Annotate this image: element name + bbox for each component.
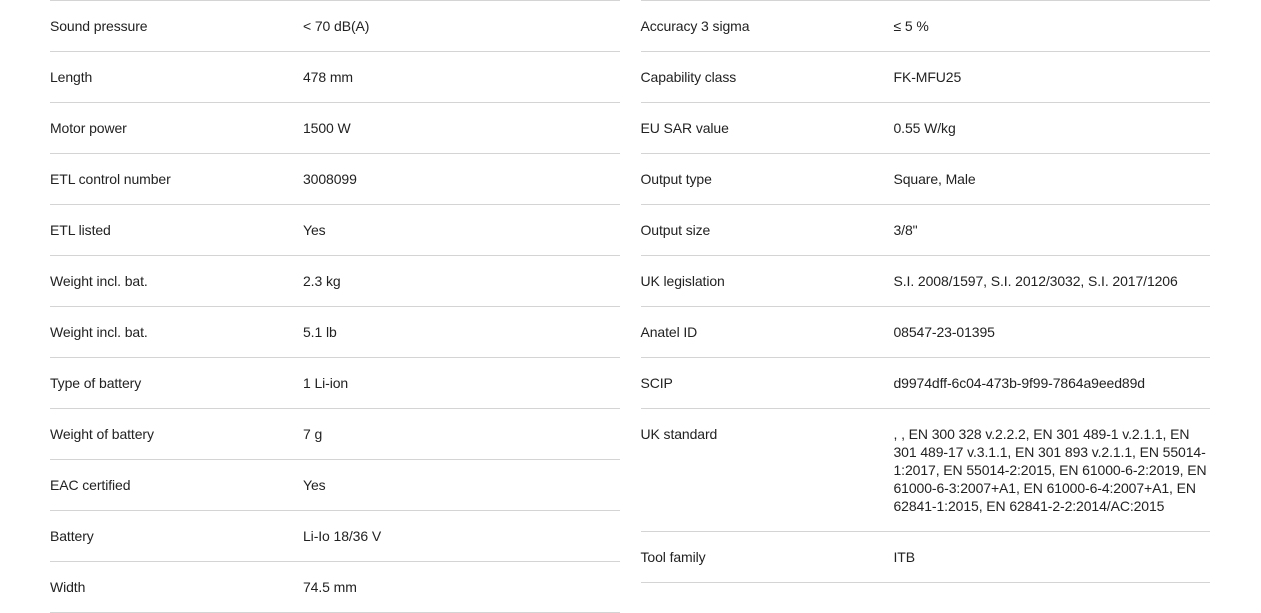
spec-label: Sound pressure (50, 18, 148, 34)
spec-label: UK legislation (640, 273, 725, 289)
spec-label: ETL control number (50, 171, 171, 187)
spec-value: Yes (303, 222, 326, 238)
spec-label: ETL listed (50, 222, 111, 238)
spec-label: Output size (640, 222, 711, 238)
spec-value: 0.55 W/kg (893, 120, 956, 136)
spec-row (641, 0, 1211, 51)
spec-label: UK standard (640, 426, 718, 442)
spec-row (641, 306, 1211, 357)
spec-value: d9974dff-6c04-473b-9f99-7864a9eed89d (893, 375, 1145, 391)
spec-row (50, 306, 620, 357)
spec-value: Square, Male (893, 171, 976, 187)
spec-label: EU SAR value (640, 120, 729, 136)
spec-label: Capability class (640, 69, 737, 85)
spec-label: Anatel ID (640, 324, 698, 340)
spec-row (50, 510, 620, 561)
spec-row (50, 204, 620, 255)
spec-row (641, 408, 1211, 531)
spec-label: Weight incl. bat. (50, 324, 148, 340)
spec-row (50, 0, 620, 51)
spec-row (641, 51, 1211, 102)
spec-row (50, 153, 620, 204)
spec-table-left (50, 0, 620, 613)
spec-label: Weight of battery (50, 426, 154, 442)
spec-value: 478 mm (303, 69, 353, 85)
spec-row (50, 102, 620, 153)
spec-value: Yes (303, 477, 326, 493)
spec-value: ≤ 5 % (893, 18, 929, 34)
spec-label: Type of battery (50, 375, 142, 391)
spec-row (50, 408, 620, 459)
spec-value: 08547-23-01395 (893, 324, 995, 340)
spec-label: Battery (50, 528, 94, 544)
spec-value: S.I. 2008/1597, S.I. 2012/3032, S.I. 2017/1206 (893, 273, 1178, 289)
spec-row (641, 153, 1211, 204)
spec-row (50, 357, 620, 408)
spec-value: 3008099 (303, 171, 357, 187)
spec-label: Accuracy 3 sigma (640, 18, 750, 34)
spec-label: Tool family (640, 549, 706, 565)
spec-value: 74.5 mm (303, 579, 357, 595)
spec-value: < 70 dB(A) (303, 18, 370, 34)
spec-row (50, 561, 620, 613)
spec-label: Motor power (50, 120, 127, 136)
spec-row (641, 102, 1211, 153)
spec-value: 1 Li-ion (303, 375, 349, 391)
spec-value: 2.3 kg (303, 273, 341, 289)
spec-value: 7 g (303, 426, 323, 442)
spec-value: 5.1 lb (303, 324, 337, 340)
spec-row (50, 459, 620, 510)
spec-row (641, 255, 1211, 306)
spec-row (50, 255, 620, 306)
spec-label: SCIP (640, 375, 673, 391)
spec-row (641, 531, 1211, 583)
spec-value: 3/8" (893, 222, 918, 238)
spec-row (641, 204, 1211, 255)
spec-label: Width (50, 579, 86, 595)
spec-label: Output type (640, 171, 712, 187)
spec-value: 1500 W (303, 120, 351, 136)
spec-value: Li-Io 18/36 V (303, 528, 382, 544)
spec-value: FK-MFU25 (893, 69, 962, 85)
spec-row (50, 51, 620, 102)
spec-row (641, 357, 1211, 408)
spec-label: Weight incl. bat. (50, 273, 148, 289)
spec-label: Length (50, 69, 93, 85)
spec-table-right (641, 0, 1211, 613)
spec-value: ITB (893, 549, 915, 565)
spec-label: EAC certified (50, 477, 131, 493)
spec-value: , , EN 300 328 v.2.2.2, EN 301 489-1 v.2.1.1, EN 301 489-17 v.3.1.1, EN 301 893 v.2.1.1, EN 55014-1:2017, EN 55014-2:2015, EN 61000-6-2:2019, EN 61000-6-3:2007+A1, EN 61000-6-4:2007+A1, EN 62841-1:2015, EN 62841-2-2:2014/AC:2015 (893, 426, 1207, 514)
